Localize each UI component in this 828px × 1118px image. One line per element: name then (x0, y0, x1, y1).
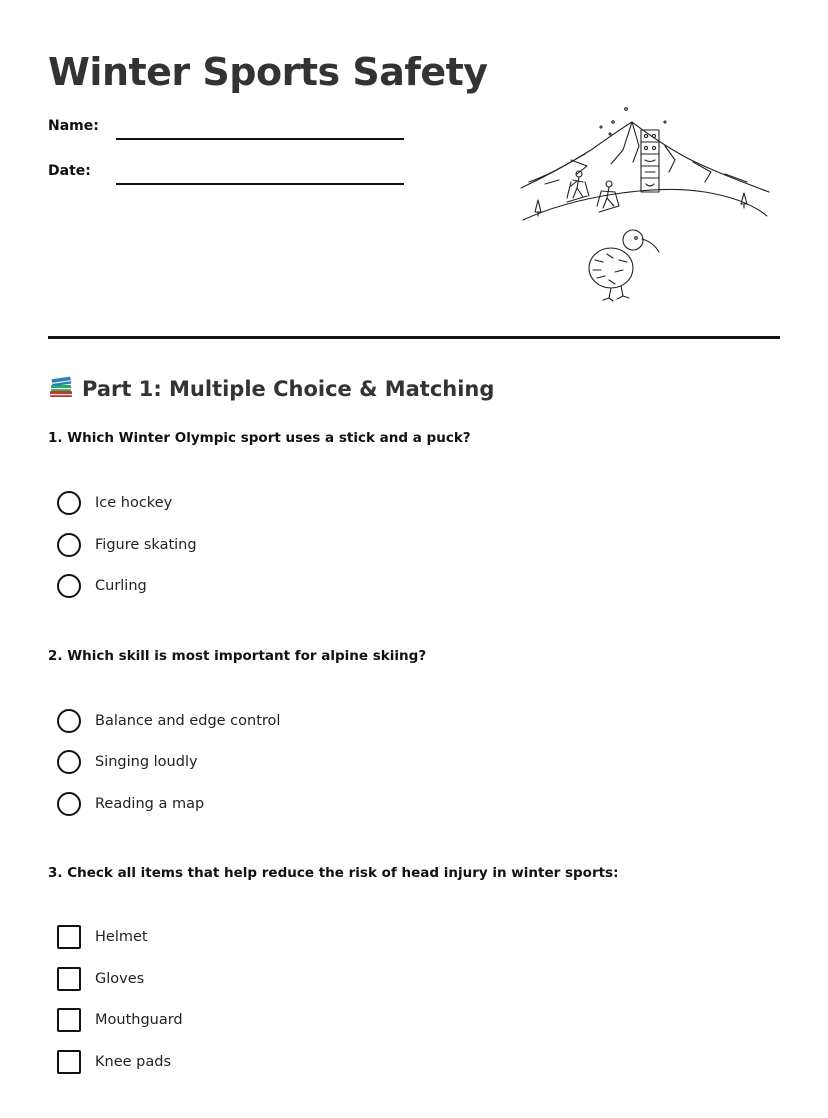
q1-option-1-label: Ice hockey (95, 495, 173, 511)
q1-option-2[interactable] (57, 532, 197, 558)
q1-option-2-label: Figure skating (95, 537, 197, 553)
q1-option-3-label: Curling (95, 578, 147, 594)
q1-option-1-radio[interactable] (57, 491, 81, 515)
q3-option-3[interactable] (57, 1007, 183, 1033)
q2-option-3[interactable] (57, 791, 204, 817)
q2-option-1-label: Balance and edge control (95, 713, 281, 729)
books-icon (48, 374, 74, 400)
q3-option-1-checkbox[interactable] (57, 925, 81, 949)
q1-option-1[interactable] (57, 490, 172, 516)
part1-heading-text: Part 1: Multiple Choice & Matching (82, 377, 495, 401)
q3-option-1-label: Helmet (95, 929, 148, 945)
date-label: Date: (48, 163, 91, 179)
q3-option-2-checkbox[interactable] (57, 967, 81, 991)
q2-option-3-label: Reading a map (95, 796, 205, 812)
question-2-text: 2. Which skill is most important for alpine skiing? (48, 648, 427, 664)
mountain-skiers-kiwi-illustration (515, 100, 777, 305)
q3-option-2[interactable] (57, 966, 144, 992)
question-1-text: 1. Which Winter Olympic sport uses a stick and a puck? (48, 430, 471, 446)
q2-option-3-radio[interactable] (57, 792, 81, 816)
q3-option-4[interactable] (57, 1049, 171, 1075)
q3-option-4-checkbox[interactable] (57, 1050, 81, 1074)
question-3-text: 3. Check all items that help reduce the risk of head injury in winter sports: (48, 865, 619, 881)
name-field[interactable] (116, 138, 404, 140)
q1-option-3[interactable] (57, 573, 147, 599)
date-field[interactable] (116, 183, 404, 185)
worksheet-title: Winter Sports Safety (48, 50, 488, 94)
section-divider (48, 336, 780, 339)
q3-option-3-checkbox[interactable] (57, 1008, 81, 1032)
q2-option-2-label: Singing loudly (95, 754, 198, 770)
q3-option-4-label: Knee pads (95, 1054, 171, 1070)
q2-option-2-radio[interactable] (57, 750, 81, 774)
name-label: Name: (48, 118, 99, 134)
q3-option-1[interactable] (57, 924, 148, 950)
q3-option-2-label: Gloves (95, 971, 145, 987)
q1-option-2-radio[interactable] (57, 533, 81, 557)
q2-option-1-radio[interactable] (57, 709, 81, 733)
q2-option-1[interactable] (57, 708, 280, 734)
part1-heading (48, 372, 494, 406)
q1-option-3-radio[interactable] (57, 574, 81, 598)
q2-option-2[interactable] (57, 749, 198, 775)
q3-option-3-label: Mouthguard (95, 1012, 183, 1028)
